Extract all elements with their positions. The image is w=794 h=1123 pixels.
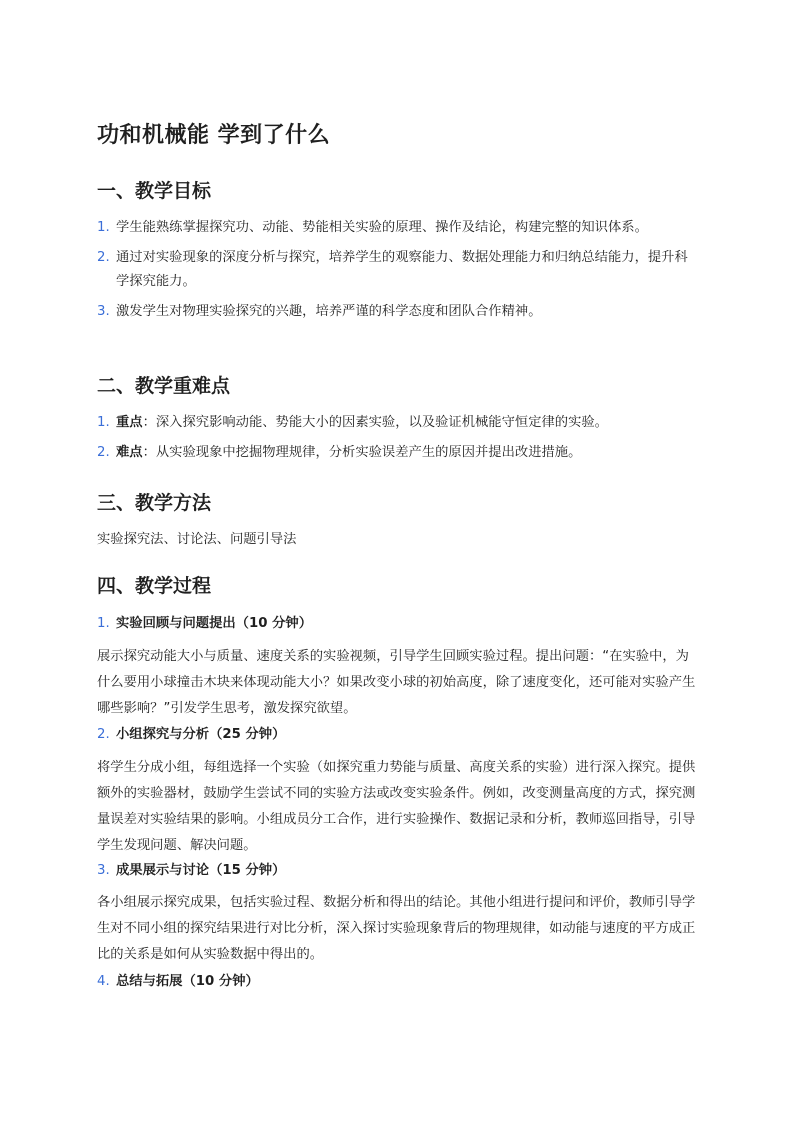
list-item-text: 学生能熟练掌握探究功、动能、势能相关实验的原理、操作及结论，构建完整的知识体系。 (116, 220, 648, 235)
step-title (97, 859, 285, 883)
list-item (97, 411, 697, 435)
step-title-text: 实验回顾与问题提出（10 分钟） (116, 616, 312, 631)
list-number: 2. (97, 250, 110, 265)
list-item (97, 216, 697, 240)
step-title (97, 723, 285, 747)
list-item-text: 通过对实验现象的深度分析与探究，培养学生的观察能力、数据处理能力和归纳总结能力，提升科学探究能力。 (116, 250, 688, 289)
step-title (97, 612, 312, 636)
goals-list (97, 216, 697, 330)
methods-text: 实验探究法、讨论法、问题引导法 (97, 532, 297, 547)
list-item-text: 激发学生对物理实验探究的兴趣，培养严谨的科学态度和团队合作精神。 (116, 304, 542, 319)
keypoints-list (97, 411, 697, 471)
list-number: 3. (97, 304, 110, 319)
section-heading-process: 四、教学过程 (97, 575, 212, 597)
section-heading-methods: 三、教学方法 (97, 492, 212, 514)
list-number: 2. (97, 445, 110, 460)
section-heading-goals: 一、教学目标 (97, 180, 212, 202)
step-text: 展示探究动能大小与质量、速度关系的实验视频，引导学生回顾实验过程。提出问题：“在实验中，为什么要用小球撞击木块来体现动能大小？如果改变小球的初始高度，除了速度变化，还可能对实验产生哪些影响？”引发学生思考，激发探究欲望。 (97, 649, 696, 716)
step-title-text: 成果展示与讨论（15 分钟） (116, 863, 286, 878)
list-item-text: ：从实验现象中挖掘物理规律，分析实验误差产生的原因并提出改进措施。 (142, 445, 582, 460)
list-item-text: ：深入探究影响动能、势能大小的因素实验，以及验证机械能守恒定律的实验。 (142, 415, 608, 430)
list-number: 1. (97, 220, 110, 235)
step-text: 各小组展示探究成果，包括实验过程、数据分析和得出的结论。其他小组进行提问和评价，教师引导学生对不同小组的探究结果进行对比分析，深入探讨实验现象背后的物理规律，如动能与速度的平方成正比的关系是如何从实验数据中得出的。 (97, 895, 696, 962)
section-heading-keypoints: 二、教学重难点 (97, 375, 231, 397)
step-number: 2. (97, 727, 110, 742)
step-title-text: 小组探究与分析（25 分钟） (116, 727, 286, 742)
difficulty-label: 难点 (116, 445, 143, 460)
step-number: 1. (97, 616, 110, 631)
step-title-text: 总结与拓展（10 分钟） (116, 974, 259, 989)
document-title: 功和机械能 学到了什么 (97, 123, 331, 148)
step-number: 3. (97, 863, 110, 878)
list-item (97, 300, 697, 324)
step-text: 将学生分成小组，每组选择一个实验（如探究重力势能与质量、高度关系的实验）进行深入探究。提供额外的实验器材，鼓励学生尝试不同的实验方法或改变实验条件。例如，改变测量高度的方式，探究测量误差对实验结果的影响。小组成员分工合作，进行实验操作、数据记录和分析，教师巡回指导，引导学生发现问题、解决问题。 (97, 760, 696, 853)
step-number: 4. (97, 974, 110, 989)
list-number: 1. (97, 415, 110, 430)
keypoint-label: 重点 (116, 415, 143, 430)
list-item (97, 246, 697, 294)
step-title (97, 970, 259, 994)
list-item (97, 441, 697, 465)
